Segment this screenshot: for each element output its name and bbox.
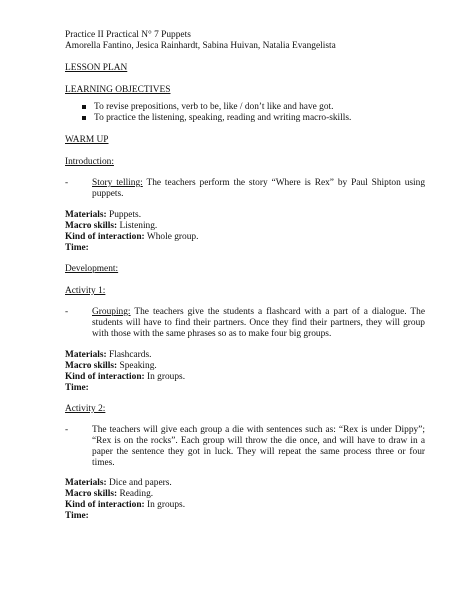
activity-2-materials: Materials: Dice and papers. Macro skills: Reading. Kind of interaction: In groups. Time:: [65, 478, 186, 521]
development-heading: Development:: [65, 264, 119, 274]
warm-up-materials: Materials: Puppets. Macro skills: Listening. Kind of interaction: Whole group. Time:: [65, 210, 199, 253]
story-telling-text: The teachers perform the story “Where is Rex” by Paul Shipton using puppets.: [92, 178, 426, 199]
warm-up-heading: WARM UP: [65, 135, 109, 145]
introduction-heading: Introduction:: [65, 157, 114, 167]
story-telling-item: - Story telling: The teachers perform the story “Where is Rex” by Paul Shipton using puppets.: [65, 178, 426, 199]
activity-2-heading: Activity 2:: [65, 404, 106, 414]
dice-item: - The teachers will give each group a die with sentences such as: “Rex is under Dippy”; “Rex is on the rocks”. Each group will throw the die once, and will have to draw in a paper the sentence they got in luck. They will repeat the same process three or four times.: [65, 425, 425, 468]
story-telling-label: Story telling:: [92, 178, 143, 188]
grouping-text: The teachers give the students a flashcard with a part of a dialogue. The students will have to find their partners. Once they find their partners, they will group with those with the same phrases so as to make four big groups.: [92, 307, 425, 339]
authors-line: Amorella Fantino, Jesica Rainhardt, Sabina Huivan, Natalia Evangelista: [65, 41, 336, 51]
activity-1-heading: Activity 1:: [65, 286, 106, 296]
document-title: Practice II Practical N° 7 Puppets: [65, 30, 191, 40]
objectives-heading: LEARNING OBJECTIVES: [65, 85, 171, 95]
dice-text: The teachers will give each group a die with sentences such as: “Rex is under Dippy”; “Rex is on the rocks”. Each group will throw the die once, and will have to draw in a paper the sentence they got in luck. They will repeat the same process three or four times.: [92, 425, 425, 468]
objective-item: To revise prepositions, verb to be, like / don’t like and have got.: [82, 102, 422, 113]
activity-1-materials: Materials: Flashcards. Macro skills: Speaking. Kind of interaction: In groups. Time:: [65, 350, 186, 393]
bullet-square-icon: [82, 105, 86, 109]
lesson-plan-heading: LESSON PLAN: [65, 63, 128, 73]
objective-item: To practice the listening, speaking, reading and writing macro-skills.: [82, 113, 422, 124]
grouping-item: - Grouping: The teachers give the students a flashcard with a part of a dialogue. The students will have to find their partners. Once they find their partners, they will group with those with the same phrases so as to make four big groups.: [65, 307, 425, 339]
objectives-list: [82, 102, 422, 124]
grouping-label: Grouping:: [92, 307, 131, 317]
bullet-square-icon: [82, 116, 86, 120]
